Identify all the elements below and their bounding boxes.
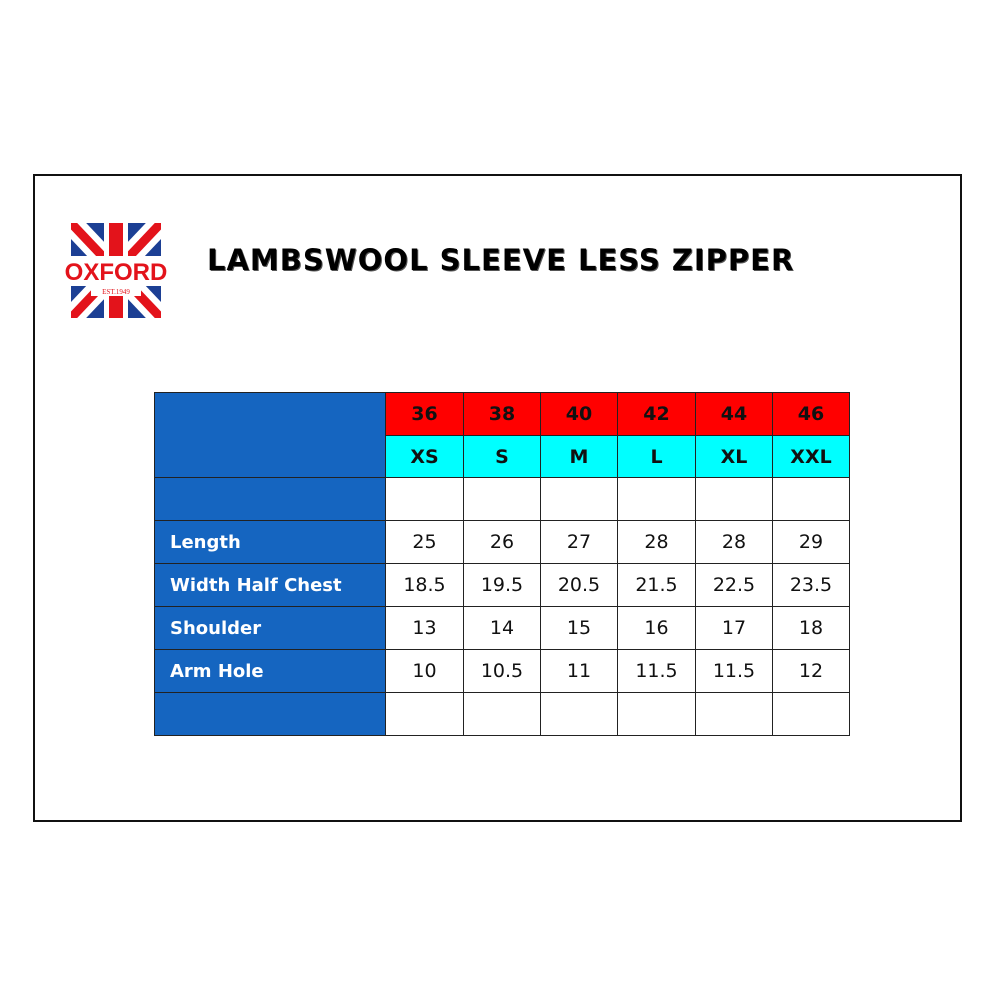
measurement-cell <box>386 693 464 736</box>
measurement-cell <box>773 693 850 736</box>
measurement-cell: 13 <box>386 607 464 650</box>
measurement-cell: 18.5 <box>386 564 464 607</box>
letter-size-header: M <box>541 436 618 478</box>
measurement-cell: 27 <box>541 521 618 564</box>
oxford-logo <box>63 223 169 318</box>
corner-cell <box>155 393 386 478</box>
measurement-cell: 28 <box>618 521 696 564</box>
letter-size-header: L <box>618 436 696 478</box>
measurement-cell: 22.5 <box>696 564 773 607</box>
number-size-header: 40 <box>541 393 618 436</box>
measurement-cell: 18 <box>773 607 850 650</box>
measurement-cell: 26 <box>464 521 541 564</box>
row-label <box>155 478 386 521</box>
number-size-header: 46 <box>773 393 850 436</box>
page-title: LAMBSWOOL SLEEVE LESS ZIPPER <box>207 243 795 277</box>
table-row <box>155 478 850 521</box>
row-label: Width Half Chest <box>155 564 386 607</box>
measurement-cell: 10.5 <box>464 650 541 693</box>
letter-size-header: XXL <box>773 436 850 478</box>
measurement-cell: 11 <box>541 650 618 693</box>
measurement-cell: 28 <box>696 521 773 564</box>
measurement-cell: 16 <box>618 607 696 650</box>
measurement-cell: 12 <box>773 650 850 693</box>
measurement-cell <box>541 693 618 736</box>
letter-size-header: XS <box>386 436 464 478</box>
table-row <box>155 693 850 736</box>
table-row <box>155 521 850 564</box>
number-size-header: 44 <box>696 393 773 436</box>
measurement-cell: 17 <box>696 607 773 650</box>
measurement-cell <box>618 693 696 736</box>
row-label: Shoulder <box>155 607 386 650</box>
measurement-cell: 15 <box>541 607 618 650</box>
table-row <box>155 564 850 607</box>
measurement-cell: 29 <box>773 521 850 564</box>
letter-size-header: XL <box>696 436 773 478</box>
measurement-cell: 23.5 <box>773 564 850 607</box>
letter-size-header: S <box>464 436 541 478</box>
measurement-cell <box>464 478 541 521</box>
number-size-header: 38 <box>464 393 541 436</box>
logo-text: OXFORD <box>64 259 168 286</box>
measurement-cell: 14 <box>464 607 541 650</box>
measurement-cell <box>386 478 464 521</box>
measurement-cell: 11.5 <box>696 650 773 693</box>
logo-est-text: EST.1949 <box>102 288 130 296</box>
number-size-header: 36 <box>386 393 464 436</box>
row-label: Length <box>155 521 386 564</box>
measurement-cell <box>464 693 541 736</box>
row-label: Arm Hole <box>155 650 386 693</box>
number-size-row <box>155 393 850 436</box>
measurement-cell: 21.5 <box>618 564 696 607</box>
measurement-cell <box>696 478 773 521</box>
table-row <box>155 607 850 650</box>
table-row <box>155 650 850 693</box>
measurement-cell: 19.5 <box>464 564 541 607</box>
size-chart-table <box>154 392 850 736</box>
number-size-header: 42 <box>618 393 696 436</box>
measurement-cell <box>541 478 618 521</box>
measurement-cell: 25 <box>386 521 464 564</box>
measurement-cell: 11.5 <box>618 650 696 693</box>
measurement-cell <box>618 478 696 521</box>
measurement-cell: 20.5 <box>541 564 618 607</box>
measurement-cell <box>696 693 773 736</box>
measurement-cell: 10 <box>386 650 464 693</box>
row-label <box>155 693 386 736</box>
measurement-cell <box>773 478 850 521</box>
